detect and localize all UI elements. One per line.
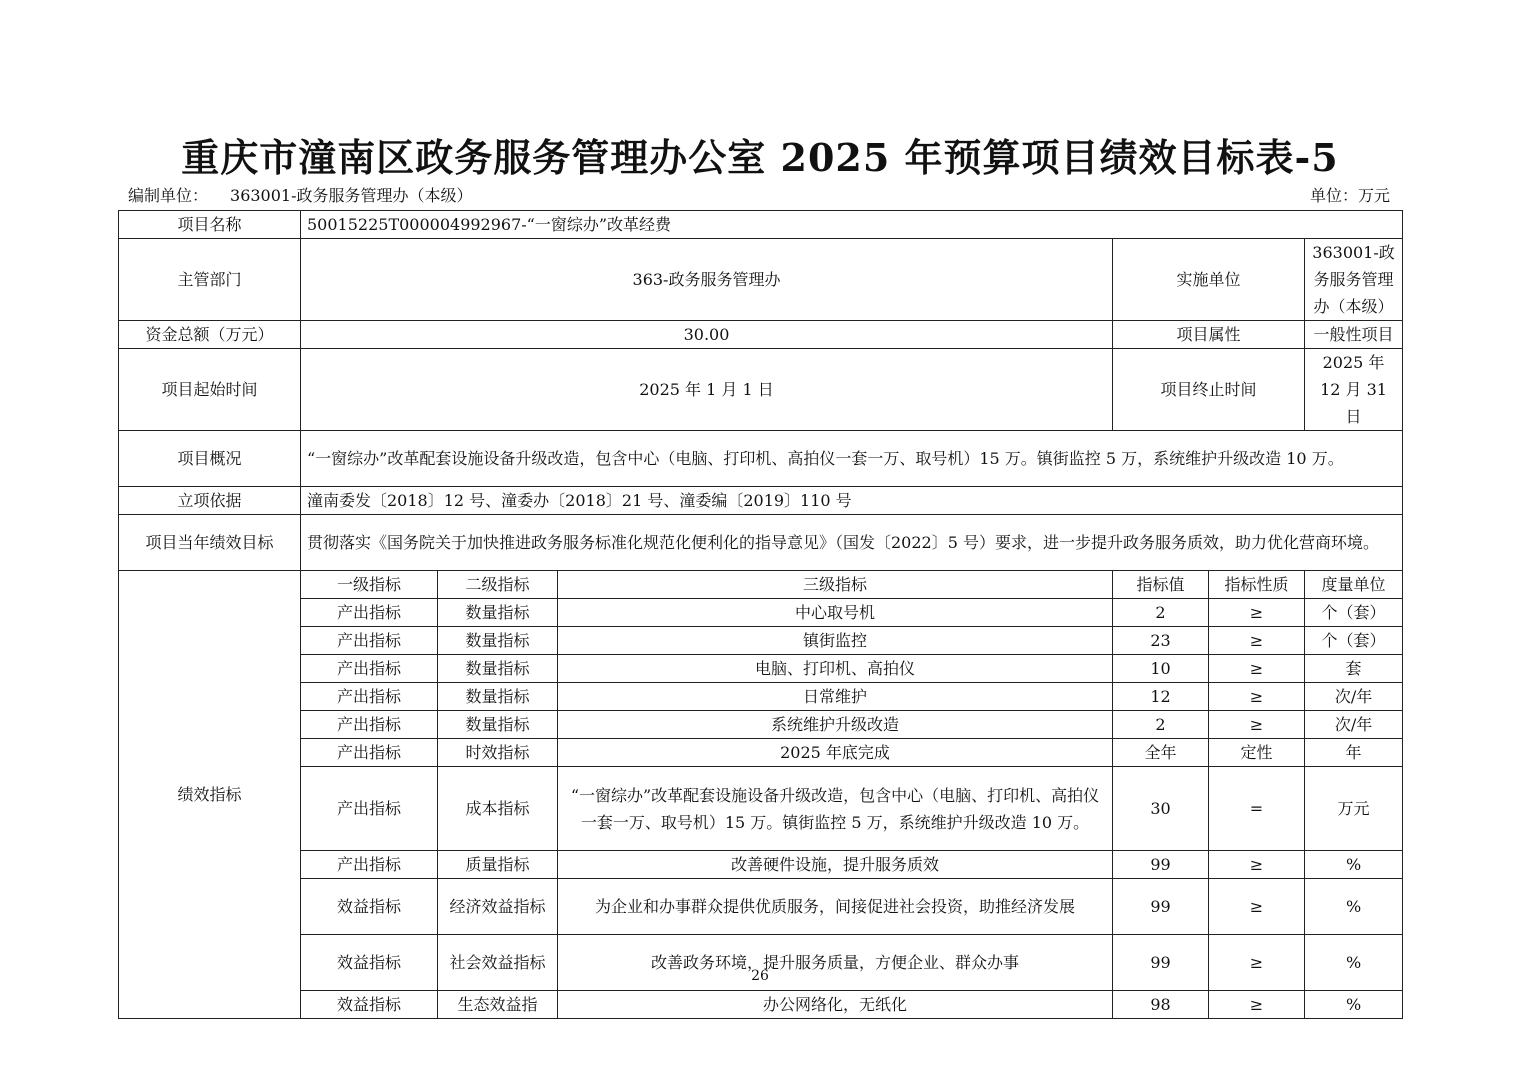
indicator-unit: %	[1305, 879, 1403, 935]
indicator-value: 10	[1113, 655, 1209, 683]
indicator-nature: ≥	[1209, 851, 1305, 879]
header-value: 指标值	[1113, 571, 1209, 599]
table-row	[119, 851, 1403, 879]
row-department	[119, 239, 1403, 321]
row-overview	[119, 431, 1403, 487]
table-row	[119, 739, 1403, 767]
impl-label: 实施单位	[1113, 239, 1305, 321]
indicator-level1: 产出指标	[301, 767, 438, 851]
indicator-value: 99	[1113, 935, 1209, 991]
table-row	[119, 991, 1403, 1019]
indicator-unit: 次/年	[1305, 683, 1403, 711]
indicator-level1: 产出指标	[301, 851, 438, 879]
table-row	[119, 627, 1403, 655]
indicator-value: 99	[1113, 879, 1209, 935]
indicator-nature: 定性	[1209, 739, 1305, 767]
prepared-by	[128, 184, 473, 208]
header-level2: 二级指标	[438, 571, 558, 599]
indicator-nature: ≥	[1209, 935, 1305, 991]
indicator-level1: 产出指标	[301, 599, 438, 627]
row-basis	[119, 487, 1403, 515]
table-row	[119, 683, 1403, 711]
header-unit: 度量单位	[1305, 571, 1403, 599]
row-goal	[119, 515, 1403, 571]
indicator-level3: 中心取号机	[558, 599, 1113, 627]
indicator-nature: ≥	[1209, 627, 1305, 655]
table-row	[119, 767, 1403, 851]
indicator-level1: 产出指标	[301, 683, 438, 711]
indicator-level3: 日常维护	[558, 683, 1113, 711]
indicator-level1: 产出指标	[301, 655, 438, 683]
indicator-level2: 时效指标	[438, 739, 558, 767]
header-level3: 三级指标	[558, 571, 1113, 599]
indicator-level3: 办公网络化，无纸化	[558, 991, 1113, 1019]
indicator-unit: 个（套）	[1305, 599, 1403, 627]
indicator-nature: ≥	[1209, 655, 1305, 683]
indicator-value: 全年	[1113, 739, 1209, 767]
overview-value: “一窗综办”改革配套设施设备升级改造，包含中心（电脑、打印机、高拍仪一套一万、取号机）15 万。镇街监控 5 万，系统维护升级改造 10 万。	[301, 431, 1403, 487]
project-name: 50015225T000004992967-“一窗综办”改革经费	[301, 211, 1403, 239]
basis-label: 立项依据	[119, 487, 301, 515]
indicator-unit: 个（套）	[1305, 627, 1403, 655]
indicator-unit: 万元	[1305, 767, 1403, 851]
row-project-name	[119, 211, 1403, 239]
indicator-unit: 年	[1305, 739, 1403, 767]
indicator-nature: ≥	[1209, 599, 1305, 627]
end-value: 2025 年 12 月 31 日	[1305, 349, 1403, 431]
indicator-unit: %	[1305, 851, 1403, 879]
project-name-label: 项目名称	[119, 211, 301, 239]
goal-value: 贯彻落实《国务院关于加快推进政务服务标准化规范化便利化的指导意见》（国发〔2022〕5 号）要求，进一步提升政务服务质效，助力优化营商环境。	[301, 515, 1403, 571]
header-level1: 一级指标	[301, 571, 438, 599]
indicator-nature: ≥	[1209, 683, 1305, 711]
start-label: 项目起始时间	[119, 349, 301, 431]
impl-value: 363001-政务服务管理办（本级）	[1305, 239, 1403, 321]
indicator-unit: 套	[1305, 655, 1403, 683]
overview-label: 项目概况	[119, 431, 301, 487]
end-label: 项目终止时间	[1113, 349, 1305, 431]
indicator-value: 2	[1113, 599, 1209, 627]
indicator-level1: 产出指标	[301, 627, 438, 655]
indicator-level3: 为企业和办事群众提供优质服务，间接促进社会投资，助推经济发展	[558, 879, 1113, 935]
total-value: 30.00	[301, 321, 1113, 349]
indicator-level2: 数量指标	[438, 655, 558, 683]
meta-row	[128, 184, 1390, 208]
indicator-value: 12	[1113, 683, 1209, 711]
indicator-unit: %	[1305, 991, 1403, 1019]
indicator-level3: 改善政务环境，提升服务质量，方便企业、群众办事	[558, 935, 1113, 991]
indicator-level3: 2025 年底完成	[558, 739, 1113, 767]
indicator-value: 30	[1113, 767, 1209, 851]
dept-label: 主管部门	[119, 239, 301, 321]
row-funding	[119, 321, 1403, 349]
table-row	[119, 879, 1403, 935]
indicator-level2: 质量指标	[438, 851, 558, 879]
prepared-by-value: 363001-政务服务管理办（本级）	[230, 186, 473, 205]
currency-unit: 单位：万元	[1309, 186, 1390, 205]
indicator-level1: 效益指标	[301, 935, 438, 991]
dept-value: 363-政务服务管理办	[301, 239, 1113, 321]
indicator-level3: 镇街监控	[558, 627, 1113, 655]
indicator-level1: 效益指标	[301, 879, 438, 935]
indicator-level3: “一窗综办”改革配套设施设备升级改造，包含中心（电脑、打印机、高拍仪一套一万、取号机）15 万。镇街监控 5 万，系统维护升级改造 10 万。	[558, 767, 1113, 851]
header-nature: 指标性质	[1209, 571, 1305, 599]
page-number: 26	[751, 968, 769, 984]
prepared-by-label: 编制单位：	[128, 186, 209, 205]
total-label: 资金总额（万元）	[119, 321, 301, 349]
table-row	[119, 599, 1403, 627]
table-row	[119, 655, 1403, 683]
basis-value: 潼南委发〔2018〕12 号、潼委办〔2018〕21 号、潼委编〔2019〕110 号	[301, 487, 1403, 515]
indicator-nature: ≥	[1209, 711, 1305, 739]
indicator-nature: =	[1209, 767, 1305, 851]
indicator-level3: 改善硬件设施，提升服务质效	[558, 851, 1113, 879]
indicator-level2: 数量指标	[438, 599, 558, 627]
indicator-level2: 数量指标	[438, 683, 558, 711]
indicator-level2: 成本指标	[438, 767, 558, 851]
attr-label: 项目属性	[1113, 321, 1305, 349]
goal-label: 项目当年绩效目标	[119, 515, 301, 571]
indicator-unit: 次/年	[1305, 711, 1403, 739]
indicator-header-row	[119, 571, 1403, 599]
start-value: 2025 年 1 月 1 日	[301, 349, 1113, 431]
row-period	[119, 349, 1403, 431]
indicator-level1: 产出指标	[301, 711, 438, 739]
page-title: 重庆市潼南区政务服务管理办公室 2025 年预算项目绩效目标表-5	[181, 135, 1339, 180]
indicator-value: 98	[1113, 991, 1209, 1019]
indicator-level2: 社会效益指标	[438, 935, 558, 991]
indicator-level2: 生态效益指	[438, 991, 558, 1019]
indicator-level3: 系统维护升级改造	[558, 711, 1113, 739]
indicator-value: 99	[1113, 851, 1209, 879]
indicator-level2: 数量指标	[438, 711, 558, 739]
indicator-level2: 经济效益指标	[438, 879, 558, 935]
attr-value: 一般性项目	[1305, 321, 1403, 349]
indicator-nature: ≥	[1209, 879, 1305, 935]
indicator-value: 2	[1113, 711, 1209, 739]
indicator-unit: %	[1305, 935, 1403, 991]
indicator-nature: ≥	[1209, 991, 1305, 1019]
indicator-level1: 产出指标	[301, 739, 438, 767]
indicator-value: 23	[1113, 627, 1209, 655]
indicator-level3: 电脑、打印机、高拍仪	[558, 655, 1113, 683]
performance-table	[118, 210, 1403, 1019]
table-row	[119, 711, 1403, 739]
indicator-section-label: 绩效指标	[119, 571, 301, 1019]
indicator-level2: 数量指标	[438, 627, 558, 655]
indicator-level1: 效益指标	[301, 991, 438, 1019]
